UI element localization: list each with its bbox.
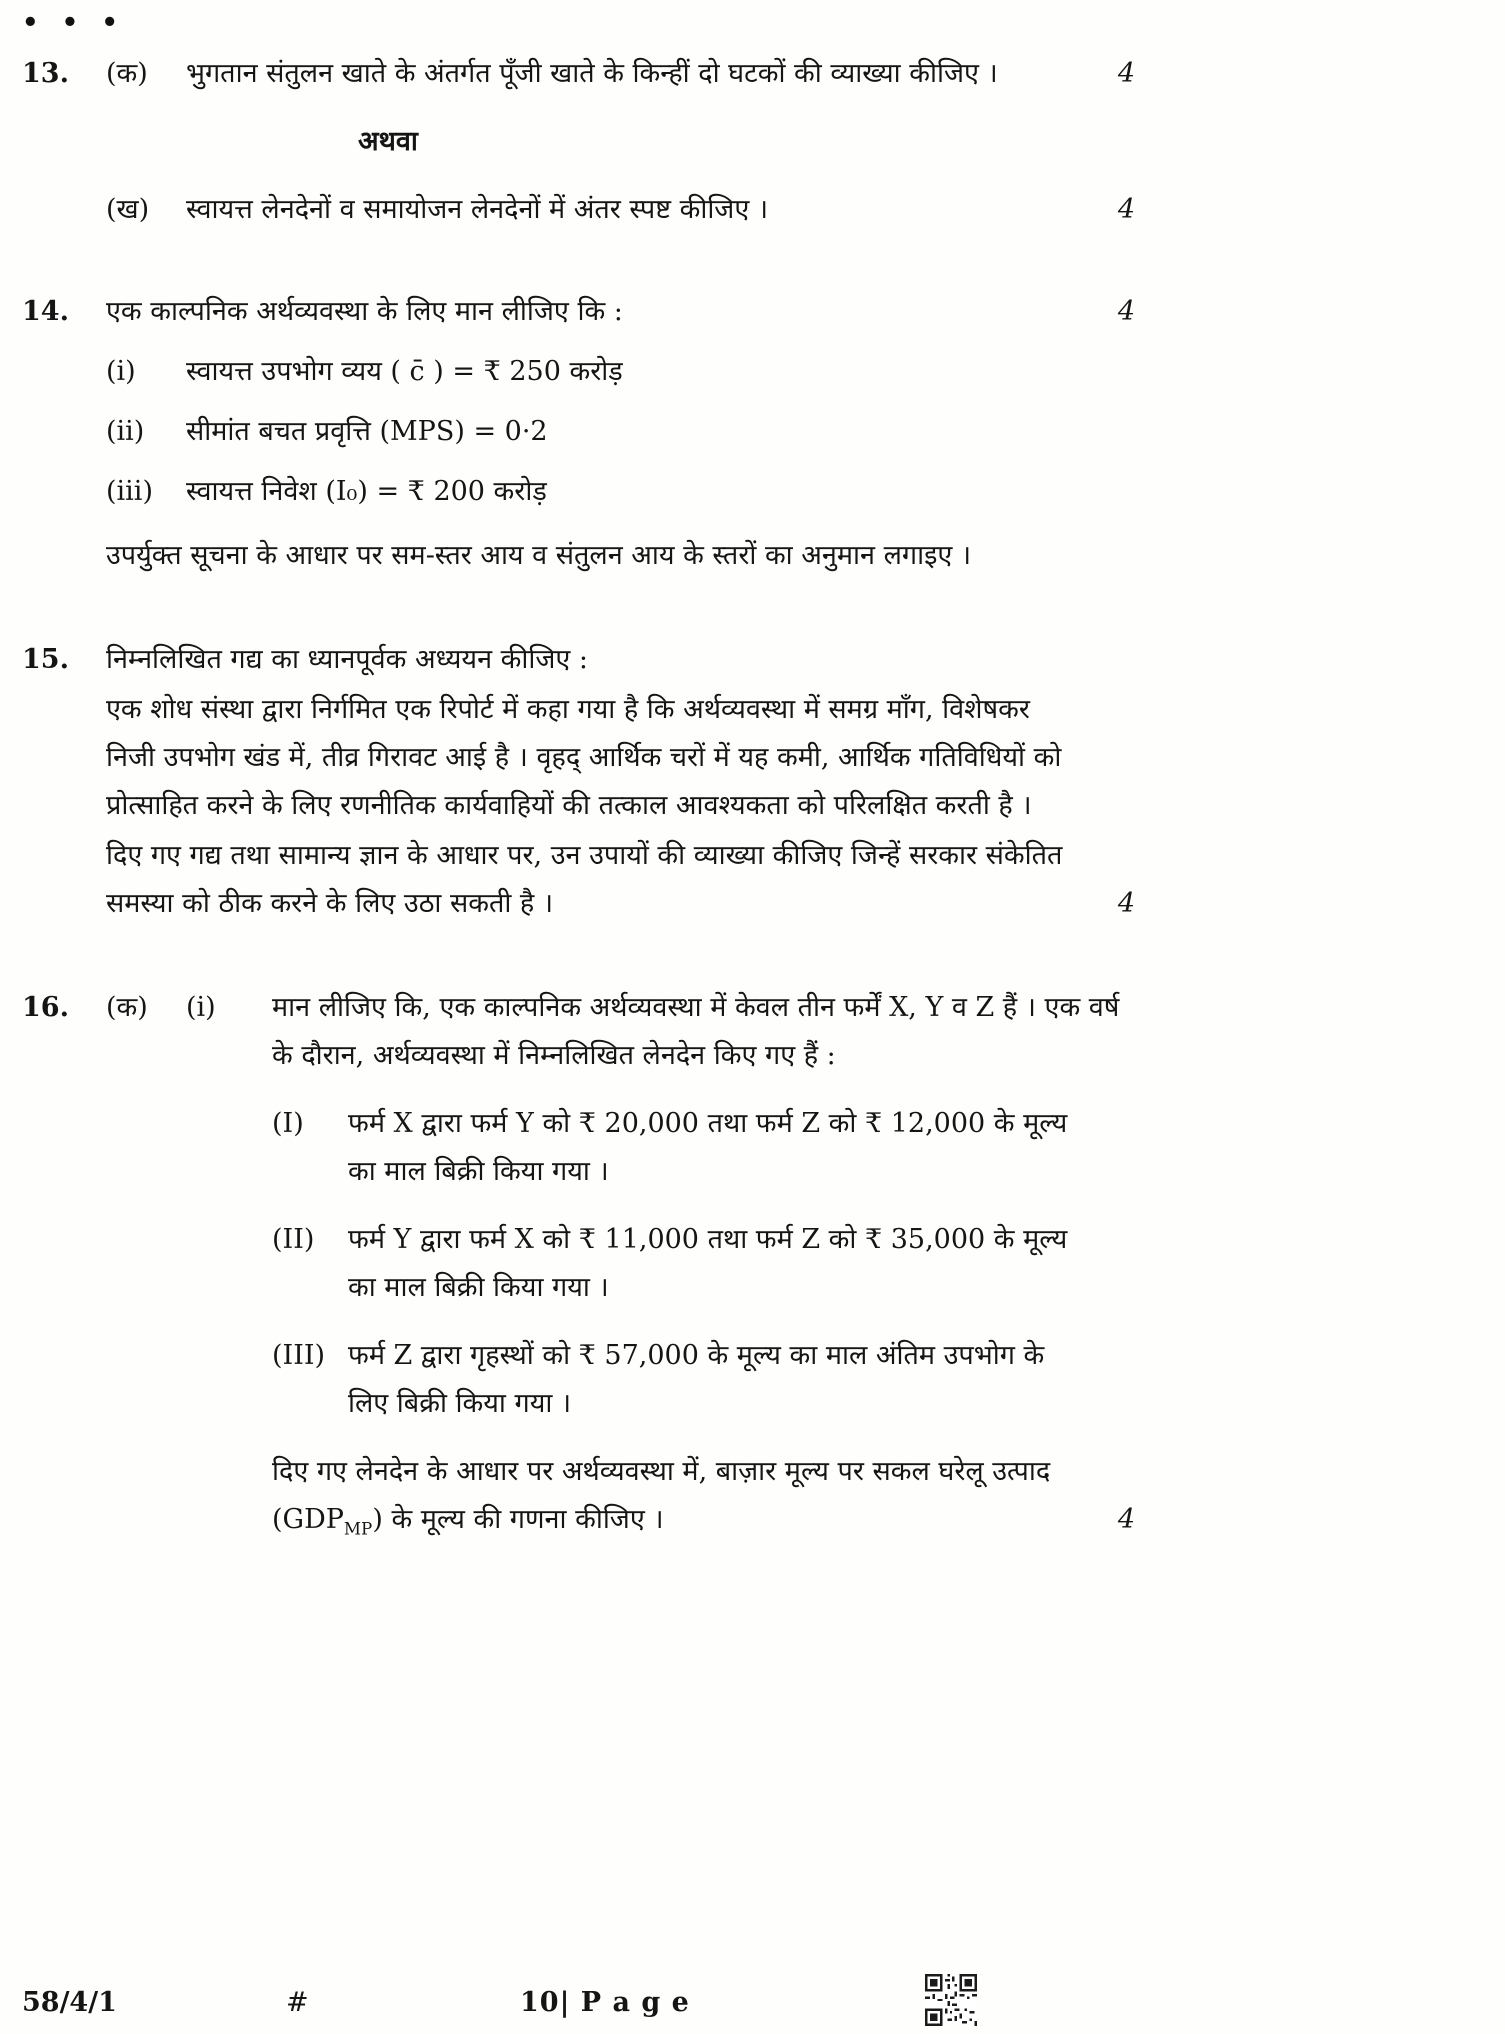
question-14-number: 14. — [22, 296, 69, 327]
qr-code-icon — [925, 1974, 977, 2026]
question-15-row — [22, 636, 1135, 684]
transaction-II-text: फर्म Y द्वारा फर्म X को ₹ 11,000 तथा फर्म Z को ₹ 35,000 के मूल्य का माल बिक्री किया गया । — [348, 1224, 1068, 1303]
question-14-item-ii — [22, 408, 1135, 456]
question-14-item-iii — [22, 468, 1135, 516]
question-13a-marks: 4 — [1117, 58, 1135, 89]
gdp-text-post: ) के मूल्य की गणना कीजिए । — [372, 1504, 664, 1535]
page-marker-dots: • • • — [22, 8, 125, 38]
question-15-task-text: दिए गए गद्य तथा सामान्य ज्ञान के आधार पर, उन उपायों की व्याख्या कीजिए जिन्हें सरकार संकेतित समस्या को ठीक करने के लिए उठा सकती है । — [106, 840, 1063, 919]
question-13a-row — [22, 50, 1135, 98]
transaction-I-label: (I) — [272, 1108, 304, 1139]
question-16-number: 16. — [22, 992, 69, 1023]
question-14-marks: 4 — [1117, 296, 1135, 327]
question-16-intro: मान लीजिए कि, एक काल्पनिक अर्थव्यवस्था में केवल तीन फर्में X, Y व Z हैं । एक वर्ष के दौरान, अर्थव्यवस्था में निम्नलिखित लेनदेन किए गए हैं : — [272, 992, 1120, 1071]
question-15-task-row — [106, 832, 1135, 928]
question-13b-label: (ख) — [106, 194, 150, 225]
transaction-II-label: (II) — [272, 1224, 315, 1255]
question-16-transaction-I — [272, 1100, 1135, 1196]
page-footer — [0, 1962, 1505, 2034]
paper-code: 58/4/1 — [22, 1987, 117, 2018]
question-13b-row — [22, 186, 1135, 234]
transaction-I-text: फर्म X द्वारा फर्म Y को ₹ 20,000 तथा फर्म Z को ₹ 12,000 के मूल्य का माल बिक्री किया गया । — [348, 1108, 1068, 1187]
question-16-closing-row — [272, 1448, 1135, 1544]
or-separator: अथवा — [358, 126, 418, 157]
question-14-item-i — [22, 348, 1135, 396]
gdp-text-pre: दिए गए लेनदेन के आधार पर अर्थव्यवस्था में, बाज़ार मूल्य पर सकल घरेलू उत्पाद (GDP — [272, 1456, 1051, 1535]
question-13b-text: स्वायत्त लेनदेनों व समायोजन लेनदेनों में अंतर स्पष्ट कीजिए । — [186, 194, 769, 225]
hash-mark: # — [286, 1987, 309, 2018]
item-i-text: स्वायत्त उपभोग व्यय ( c̄ ) = ₹ 250 करोड़ — [186, 356, 623, 387]
question-16-row — [22, 984, 1135, 1080]
question-15-intro: निम्नलिखित गद्य का ध्यानपूर्वक अध्ययन कीजिए : — [106, 644, 589, 675]
question-15-marks: 4 — [1117, 888, 1135, 919]
question-13a-text: भुगतान संतुलन खाते के अंतर्गत पूँजी खाते के किन्हीं दो घटकों की व्याख्या कीजिए । — [186, 58, 998, 89]
question-16-part-label: (क) — [106, 992, 148, 1023]
gdp-subscript: MP — [343, 1518, 373, 1539]
item-iii-text: स्वायत्त निवेश (I₀) = ₹ 200 करोड़ — [186, 476, 547, 507]
question-16-sub-label: (i) — [186, 992, 216, 1023]
question-14-intro: एक काल्पनिक अर्थव्यवस्था के लिए मान लीजिए कि : — [106, 296, 623, 327]
question-14-row — [22, 288, 1135, 336]
question-14-closing: उपर्युक्त सूचना के आधार पर सम-स्तर आय व संतुलन आय के स्तरों का अनुमान लगाइए । — [106, 540, 972, 571]
question-13-number: 13. — [22, 58, 69, 89]
item-ii-label: (ii) — [106, 416, 145, 447]
question-13a-label: (क) — [106, 58, 148, 89]
question-16-transaction-III — [272, 1332, 1135, 1428]
page-number-label: 10| P a g e — [520, 1987, 690, 2018]
item-iii-label: (iii) — [106, 476, 153, 507]
question-15-number: 15. — [22, 644, 69, 675]
question-15-passage: एक शोध संस्था द्वारा निर्गमित एक रिपोर्ट में कहा गया है कि अर्थव्यवस्था में समग्र माँग, विशेषकर निजी उपभोग खंड में, तीव्र गिरावट आई है । वृहद् आर्थिक चरों में यह कमी, आर्थिक गतिविधियों को प्रोत्साहित करने के लिए रणनीतिक कार्यवाहियों की तत्काल आवश्यकता को परिलक्षित करती है । — [106, 694, 1062, 821]
question-13b-marks: 4 — [1117, 194, 1135, 225]
item-i-label: (i) — [106, 356, 136, 387]
transaction-III-text: फर्म Z द्वारा गृहस्थों को ₹ 57,000 के मूल्य का माल अंतिम उपभोग के लिए बिक्री किया गया । — [348, 1340, 1045, 1419]
item-ii-text: सीमांत बचत प्रवृत्ति (MPS) = 0·2 — [186, 416, 548, 447]
question-16-transaction-II — [272, 1216, 1135, 1312]
question-16-marks: 4 — [1117, 1504, 1135, 1535]
question-16-closing-text — [272, 1448, 1077, 1544]
transaction-III-label: (III) — [272, 1340, 326, 1371]
